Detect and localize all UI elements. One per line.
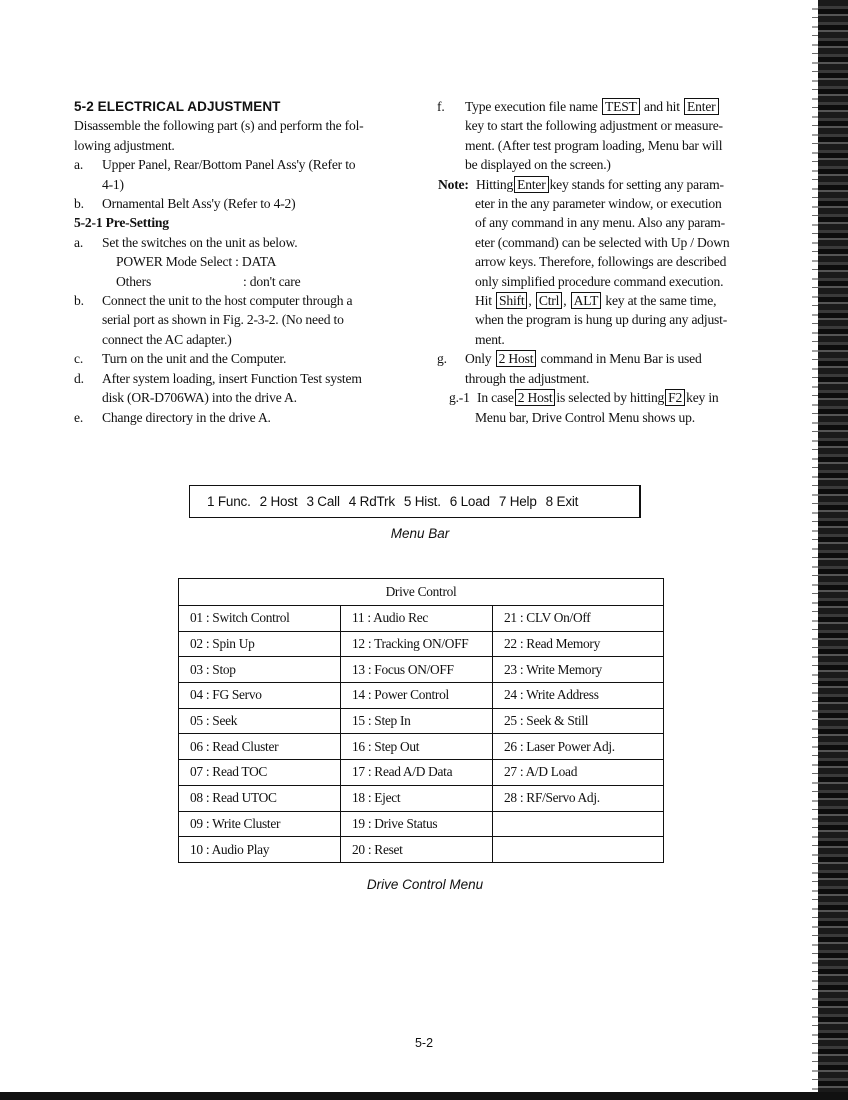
intro-line-1: Disassemble the following part (s) and perform the fol- <box>74 118 364 134</box>
page-number: 5-2 <box>414 1036 434 1050</box>
command-cell[interactable]: 13 : Focus ON/OFF <box>341 657 493 683</box>
command-cell[interactable]: 02 : Spin Up <box>179 631 341 657</box>
note-line-1 <box>438 175 749 194</box>
command-cell[interactable]: 05 : Seek <box>179 708 341 734</box>
step-g1 <box>437 388 749 407</box>
preset-a <box>74 233 404 252</box>
step-f-line-4: be displayed on the screen.) <box>465 157 611 173</box>
drive-control-caption: Drive Control Menu <box>366 877 484 892</box>
command-cell[interactable]: 01 : Switch Control <box>179 606 341 632</box>
step-b-label: b. <box>74 196 84 212</box>
command-cell[interactable]: 12 : Tracking ON/OFF <box>341 631 493 657</box>
note-same-time-text: key at the same time, <box>605 293 717 309</box>
step-f-line-3: ment. (After test program loading, Menu bar will <box>465 137 723 153</box>
step-g-line-2: through the adjustment. <box>465 370 590 386</box>
step-f-text-a: Type execution file name <box>465 99 598 114</box>
step-g1-line-2: Menu bar, Drive Control Menu shows up. <box>475 409 695 425</box>
command-cell[interactable]: 09 : Write Cluster <box>179 811 341 837</box>
note-line-9: ment. <box>475 331 505 347</box>
step-g <box>437 349 749 368</box>
step-g1-line-1 <box>477 388 719 407</box>
test-key: TEST <box>602 98 640 115</box>
menu-bar <box>189 485 641 518</box>
preset-b-text-1: Connect the unit to the host computer through a <box>102 293 353 309</box>
command-cell[interactable]: 11 : Audio Rec <box>341 606 493 632</box>
command-cell[interactable]: 04 : FG Servo <box>179 683 341 709</box>
command-cell[interactable]: 06 : Read Cluster <box>179 734 341 760</box>
note-line-7: Hit Shift , Ctrl , ALT key at the same time, <box>475 293 717 309</box>
others-setting <box>74 272 404 291</box>
table-row <box>179 837 664 863</box>
command-cell[interactable]: 23 : Write Memory <box>493 657 664 683</box>
command-cell[interactable]: 17 : Read A/D Data <box>341 760 493 786</box>
command-cell[interactable]: 21 : CLV On/Off <box>493 606 664 632</box>
command-cell[interactable]: 08 : Read UTOC <box>179 785 341 811</box>
command-cell[interactable]: 26 : Laser Power Adj. <box>493 734 664 760</box>
menu-item-exit[interactable]: 8 Exit <box>545 494 579 509</box>
others-key: Others <box>116 273 152 289</box>
menu-bar-caption: Menu Bar <box>390 526 450 541</box>
command-cell[interactable]: 28 : RF/Servo Adj. <box>493 785 664 811</box>
preset-b-text-2: serial port as shown in Fig. 2-3-2. (No need to <box>102 312 344 328</box>
step-f-label: f. <box>437 99 445 114</box>
step-g1-text-c: key in <box>686 390 719 406</box>
note-line-1-text <box>476 175 724 194</box>
scan-edge-bottom <box>0 1092 848 1100</box>
command-cell[interactable]: 03 : Stop <box>179 657 341 683</box>
menu-item-hist[interactable]: 5 Hist. <box>403 494 441 509</box>
note-line-3: of any command in any menu. Also any param- <box>475 215 725 231</box>
step-g-line-1 <box>465 349 702 368</box>
preset-d-text-2: disk (OR-D706WA) into the drive A. <box>102 390 297 406</box>
table-row <box>179 811 664 837</box>
table-row <box>179 657 664 683</box>
menu-item-rdtrk[interactable]: 4 RdTrk <box>348 494 395 509</box>
drive-control-table <box>178 578 664 863</box>
table-row <box>179 708 664 734</box>
f2-key: F2 <box>665 389 685 406</box>
step-a-label: a. <box>74 157 84 173</box>
menu-item-call[interactable]: 3 Call <box>306 494 340 509</box>
note-line-4: eter (command) can be selected with Up / Down <box>475 234 730 250</box>
command-cell[interactable]: 24 : Write Address <box>493 683 664 709</box>
left-column <box>74 97 404 427</box>
host-key: 2 Host <box>515 389 556 406</box>
command-cell <box>493 837 664 863</box>
command-cell[interactable]: 25 : Seek & Still <box>493 708 664 734</box>
preset-b <box>74 291 404 310</box>
preset-d-text-1: After system loading, insert Function Test system <box>102 370 362 386</box>
table-row <box>179 606 664 632</box>
preset-d <box>74 369 404 388</box>
table-row <box>179 683 664 709</box>
step-g1-label: g.-1 <box>449 390 470 406</box>
preset-c-label: c. <box>74 351 84 367</box>
step-g-label: g. <box>437 351 447 367</box>
subsection-heading: 5-2-1 Pre-Setting <box>74 215 169 231</box>
ctrl-key: Ctrl <box>536 292 562 309</box>
step-f-line-1 <box>465 97 720 116</box>
step-g1-text-b: is selected by hitting <box>556 390 665 406</box>
menu-item-host[interactable]: 2 Host <box>259 494 298 509</box>
preset-e-label: e. <box>74 409 84 425</box>
note-text-a: Hitting <box>476 176 514 192</box>
host-key: 2 Host <box>496 350 537 367</box>
step-b-text: Ornamental Belt Ass'y (Refer to 4-2) <box>102 196 296 212</box>
command-cell[interactable]: 16 : Step Out <box>341 734 493 760</box>
alt-key: ALT <box>571 292 602 309</box>
step-g-text-a: Only <box>465 351 492 367</box>
intro-line-2: lowing adjustment. <box>74 137 175 153</box>
step-a <box>74 155 404 174</box>
command-cell[interactable]: 15 : Step In <box>341 708 493 734</box>
note-line-6: only simplified procedure command execution. <box>475 273 724 289</box>
command-cell[interactable]: 27 : A/D Load <box>493 760 664 786</box>
command-cell[interactable]: 18 : Eject <box>341 785 493 811</box>
enter-key: Enter <box>684 98 718 115</box>
preset-e <box>74 408 404 427</box>
note-line-5: arrow keys. Therefore, followings are described <box>475 254 727 270</box>
shift-key: Shift <box>496 292 527 309</box>
command-cell <box>493 811 664 837</box>
preset-d-label: d. <box>74 370 84 386</box>
step-g-text-b: command in Menu Bar is used <box>540 351 702 367</box>
menu-item-func[interactable]: 1 Func. <box>207 494 251 509</box>
menu-item-help[interactable]: 7 Help <box>498 494 537 509</box>
command-cell[interactable]: 07 : Read TOC <box>179 760 341 786</box>
command-cell[interactable]: 20 : Reset <box>341 837 493 863</box>
step-a-text-2: 4-1) <box>102 176 124 192</box>
drive-control-title: Drive Control <box>179 579 664 606</box>
step-f-text-b: and hit <box>643 99 680 114</box>
enter-key: Enter <box>514 176 548 193</box>
note-line-2: eter in the any parameter window, or execution <box>475 196 722 212</box>
preset-c-text: Turn on the unit and the Computer. <box>102 351 287 367</box>
step-g1-text-a: In case <box>477 390 514 406</box>
command-cell[interactable]: 10 : Audio Play <box>179 837 341 863</box>
note-line-8: when the program is hung up during any adjust- <box>475 312 728 328</box>
preset-a-label: a. <box>74 234 84 250</box>
scan-edge-right <box>818 0 848 1100</box>
preset-e-text: Change directory in the drive A. <box>102 409 271 425</box>
power-mode-setting: POWER Mode Select : DATA <box>116 254 277 270</box>
section-heading: 5-2 ELECTRICAL ADJUSTMENT <box>74 99 281 114</box>
step-a-text: Upper Panel, Rear/Bottom Panel Ass'y (Refer to <box>102 157 356 173</box>
preset-b-label: b. <box>74 293 84 309</box>
preset-b-text-3: connect the AC adapter.) <box>102 331 232 347</box>
table-row <box>179 760 664 786</box>
others-value: : don't care <box>243 273 301 289</box>
step-b <box>74 194 404 213</box>
drive-control-body <box>179 606 664 863</box>
right-column <box>437 97 749 427</box>
step-f-line-2: key to start the following adjustment or measure- <box>465 118 723 134</box>
table-row <box>179 785 664 811</box>
command-cell[interactable]: 14 : Power Control <box>341 683 493 709</box>
command-cell[interactable]: 22 : Read Memory <box>493 631 664 657</box>
note-label: Note: <box>438 176 469 192</box>
step-f <box>437 97 749 116</box>
table-row <box>179 734 664 760</box>
table-row <box>179 631 664 657</box>
preset-a-text: Set the switches on the unit as below. <box>102 234 298 250</box>
command-cell[interactable]: 19 : Drive Status <box>341 811 493 837</box>
note-text-b: key stands for setting any param- <box>549 176 724 192</box>
menu-item-load[interactable]: 6 Load <box>449 494 490 509</box>
preset-c <box>74 349 404 368</box>
note-hit-text: Hit <box>475 293 492 309</box>
note-block <box>437 175 749 350</box>
